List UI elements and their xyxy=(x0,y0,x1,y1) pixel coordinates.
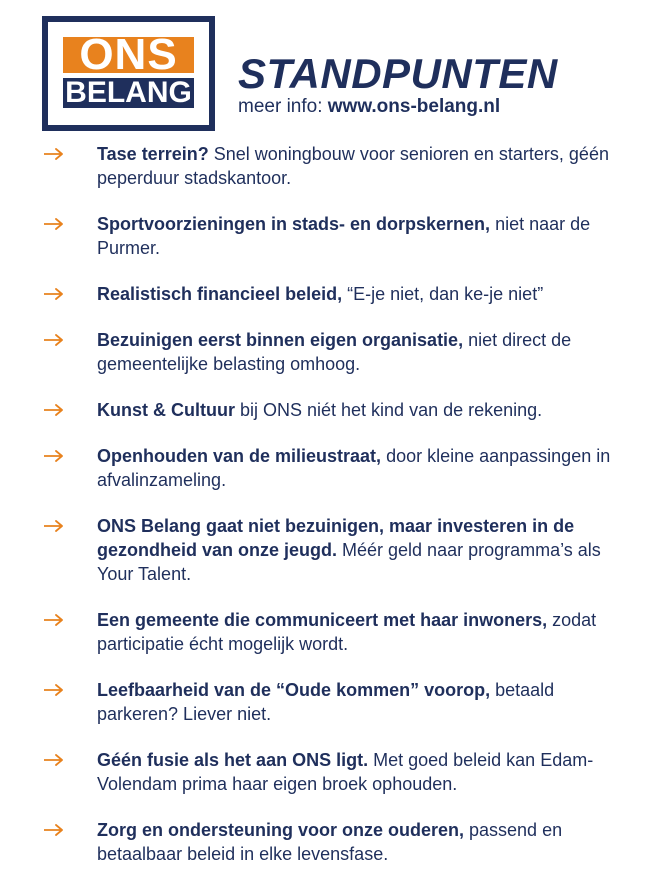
point-heading: Realistisch financieel beleid, xyxy=(97,284,343,304)
right-arrow-icon xyxy=(44,212,70,236)
point-heading: Tase terrein? xyxy=(97,144,209,164)
point-text: zodat participatie écht mogelijk wordt. xyxy=(97,610,597,654)
list-item xyxy=(0,608,652,656)
list-item xyxy=(0,514,652,586)
more-info xyxy=(238,96,500,118)
point-heading: Leefbaarheid van de “Oude kommen” voorop, xyxy=(97,680,491,700)
right-arrow-icon xyxy=(44,444,70,468)
logo-belang-text: BELANG xyxy=(63,78,194,108)
right-arrow-icon xyxy=(44,818,70,842)
list-item xyxy=(0,142,652,190)
more-info-label: meer info: xyxy=(238,96,323,117)
page-title: STANDPUNTEN xyxy=(238,50,558,97)
point-text: Méér geld naar programma’s als Your Talent. xyxy=(97,540,601,584)
ons-belang-logo xyxy=(42,16,215,131)
point-text: passend en betaalbaar beleid in elke levensfase. xyxy=(97,820,563,864)
right-arrow-icon xyxy=(44,328,70,352)
point-heading: Zorg en ondersteuning voor onze ouderen, xyxy=(97,820,465,840)
right-arrow-icon xyxy=(44,142,70,166)
list-item xyxy=(0,748,652,796)
list-item xyxy=(0,444,652,492)
list-item xyxy=(0,818,652,866)
list-item xyxy=(0,678,652,726)
point-text: Snel woningbouw voor senioren en starters, géén peperduur stadskantoor. xyxy=(97,144,609,188)
point-heading: Bezuinigen eerst binnen eigen organisatie, xyxy=(97,330,464,350)
list-item xyxy=(0,398,652,422)
point-text: Met goed beleid kan Edam-Volendam prima haar eigen broek ophouden. xyxy=(97,750,594,794)
right-arrow-icon xyxy=(44,748,70,772)
right-arrow-icon xyxy=(44,398,70,422)
right-arrow-icon xyxy=(44,282,70,306)
point-heading: Openhouden van de milieustraat, xyxy=(97,446,382,466)
point-heading: ONS Belang gaat niet bezuinigen, maar investeren in de gezondheid van onze jeugd. xyxy=(97,516,575,560)
point-heading: Géén fusie als het aan ONS ligt. xyxy=(97,750,369,770)
header xyxy=(42,16,602,132)
point-text: door kleine aanpassingen in afvalinzameling. xyxy=(97,446,611,490)
list-item xyxy=(0,212,652,260)
list-item xyxy=(0,328,652,376)
point-text: bij ONS niét het kind van de rekening. xyxy=(234,400,543,420)
point-heading: Sportvoorzieningen in stads- en dorpskernen, xyxy=(97,214,491,234)
right-arrow-icon xyxy=(44,678,70,702)
website-link[interactable]: www.ons-belang.nl xyxy=(327,96,501,117)
point-text: betaald parkeren? Liever niet. xyxy=(97,680,555,724)
right-arrow-icon xyxy=(44,608,70,632)
standpunten-list xyxy=(0,142,652,866)
point-text: niet naar de Purmer. xyxy=(97,214,591,258)
point-heading: Kunst & Cultuur xyxy=(97,400,235,420)
logo-ons-text: ONS xyxy=(63,37,194,73)
point-text: “E-je niet, dan ke-je niet” xyxy=(342,284,544,304)
point-text: niet direct de gemeentelijke belasting omhoog. xyxy=(97,330,572,374)
list-item xyxy=(0,282,652,306)
right-arrow-icon xyxy=(44,514,70,538)
point-heading: Een gemeente die communiceert met haar inwoners, xyxy=(97,610,548,630)
